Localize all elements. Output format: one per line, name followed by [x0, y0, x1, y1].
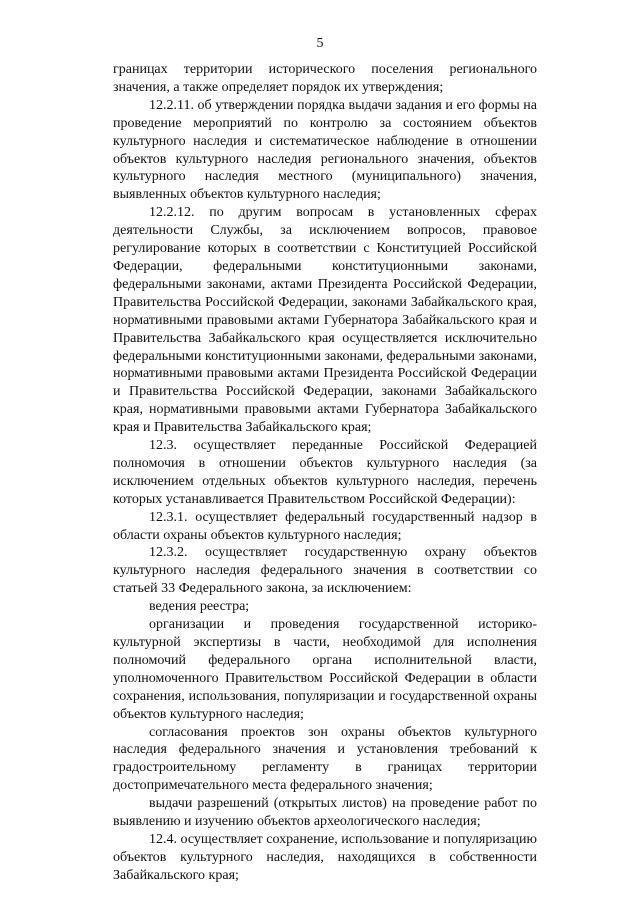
paragraph-continuation: границах территории исторического поселения регионального значения, а также определяет порядок их утверждения; — [113, 62, 537, 95]
paragraph-12-3-1: 12.3.1. осуществляет федеральный государственный надзор в области охраны объектов культурного наследия; — [113, 509, 537, 543]
paragraph-12-3: 12.3. осуществляет переданные Российской Федерацией полномочия в отношении объектов культурного наследия (за исключением отдельных объектов культурного наследия, перечень которых устанавливается Правительством Российской Федерации): — [113, 438, 537, 507]
paragraph-12-4: 12.4. осуществляет сохранение, использование и популяризацию объектов культурного наследия, находящихся в собственности Забайкальского края; — [113, 831, 537, 883]
paragraph-12-2-11: 12.2.11. об утверждении порядка выдачи задания и его формы на проведение мероприятий по контролю за состоянием объектов культурного наследия и систематическое наблюдение в отношении объектов культурного наследия регионального значения, объектов культурного наследия местного (муниципального) значения, выявленных объектов культурного наследия; — [113, 97, 537, 203]
list-item-registry: ведения реестра; — [149, 599, 250, 615]
document-body — [113, 61, 537, 885]
page-number: 5 — [316, 36, 324, 51]
list-item-protection-zones: согласования проектов зон охраны объектов культурного наследия федерального значения и установления требований к градостроительному регламенту в границах территории достопримечательного места федерального значения; — [113, 724, 537, 794]
paragraph-12-2-12: 12.2.12. по другим вопросам в установленных сферах деятельности Службы, за исключением вопросов, правовое регулирование которых в соответствии с Конституцией Российской Федерации, федеральными конституционными законами, федеральными законами, актами Президента Российской Федерации, Правительства Российской Федерации, законами Забайкальского края, нормативными правовыми актами Губернатора Забайкальского края и Правительства Забайкальского края осуществляется исключительно федеральными конституционными законами, федеральными законами, нормативными правовыми актами Президента Российской Федерации и Правительства Российской Федерации, законами Забайкальского края, нормативными правовыми актами Губернатора Забайкальского края и Правительства Забайкальского края; — [113, 205, 537, 436]
list-item-expertise: организации и проведения государственной историко-культурной экспертизы в части, необходимой для исполнения полномочий федерального органа исполнительной власти, уполномоченного Правительством Российской Федерации в области сохранения, использования, популяризации и государственной охраны объектов культурного наследия; — [113, 617, 537, 722]
list-item-permits: выдачи разрешений (открытых листов) на проведение работ по выявлению и изучению объектов археологического наследия; — [113, 796, 537, 830]
paragraph-12-3-2: 12.3.2. осуществляет государственную охрану объектов культурного наследия федерального значения в соответствии со статьей 33 Федерального закона, за исключением: — [113, 545, 537, 597]
